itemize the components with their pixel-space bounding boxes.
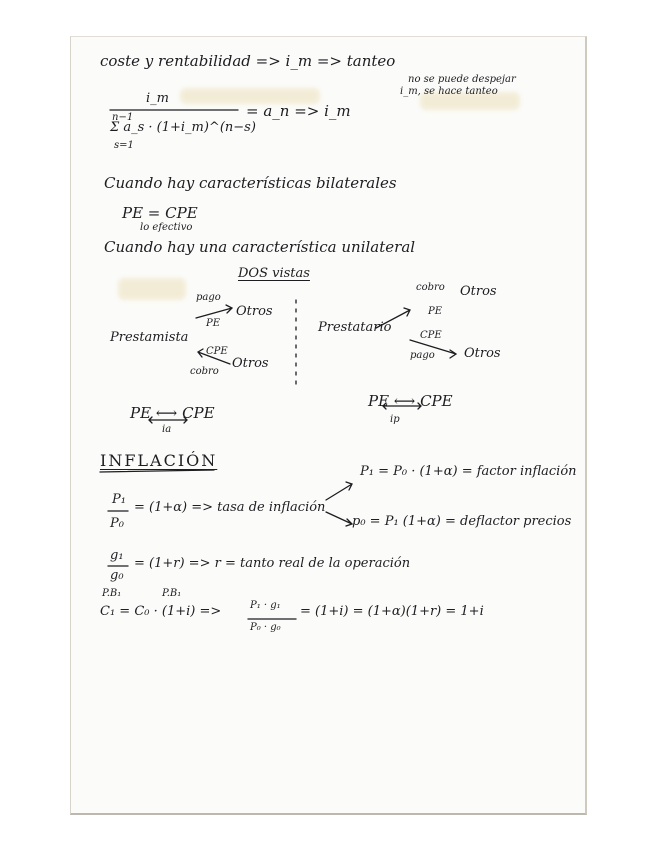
sum-upper-limit: n−1 <box>112 112 134 123</box>
dos-vistas-title: DOS vistas <box>238 266 310 281</box>
aside-note: i_m, se hace tanteo <box>400 86 498 97</box>
aside-note: no se puede despejar <box>408 74 516 85</box>
fraction-numerator: P₁ · g₁ <box>250 600 281 611</box>
formula-numerator: i_m <box>146 91 169 106</box>
deflactor-line: p₀ = P₁ (1+α) = deflactor precios <box>352 514 572 529</box>
fraction-numerator: P₁ <box>112 492 126 507</box>
cobro-label: cobro <box>416 282 445 293</box>
bilateral-equation: PE = CPE <box>122 204 198 222</box>
inflation-rate-eq: = (1+α) => tasa de inflación <box>134 500 326 515</box>
pe-label: PE <box>206 318 221 329</box>
factor-inflacion-line: P₁ = P₀ · (1+α) = factor inflación <box>360 464 577 479</box>
inflacion-heading: INFLACIÓN <box>100 451 218 470</box>
fraction-denominator: P₀ <box>110 516 124 531</box>
bilateral-heading: Cuando hay características bilaterales <box>104 174 397 192</box>
pe-cpe-left: PE ⟷ CPE <box>130 404 215 422</box>
unilateral-heading: Cuando hay una característica unilateral <box>104 238 416 256</box>
price-tag: P.B₁ <box>162 588 182 599</box>
otros-label: Otros <box>236 304 273 319</box>
prestamista-label: Prestamista <box>110 330 189 345</box>
formula-rhs: = a_n => i_m <box>246 102 351 120</box>
bilateral-note: lo efectivo <box>140 222 193 233</box>
otros-label: Otros <box>232 356 269 371</box>
fraction-denominator: P₀ · g₀ <box>250 622 281 633</box>
otros-label: Otros <box>460 284 497 299</box>
capital-eq: C₁ = C₀ · (1+i) => <box>100 604 222 619</box>
sum-lower-limit: s=1 <box>114 140 134 151</box>
cpe-label: CPE <box>206 346 228 357</box>
prestatario-label: Prestatario <box>318 320 392 335</box>
heading-coste-rentabilidad: coste y rentabilidad => i_m => tanteo <box>100 52 396 70</box>
pago-label: pago <box>196 292 221 303</box>
cpe-label: CPE <box>420 330 442 341</box>
pe-label: PE <box>428 306 443 317</box>
otros-label: Otros <box>464 346 501 361</box>
fraction-denominator: g₀ <box>110 568 124 583</box>
capital-eq-rhs: = (1+i) = (1+α)(1+r) = 1+i <box>300 604 484 619</box>
pago-label: pago <box>410 350 435 361</box>
ia-label: ia <box>162 424 172 435</box>
real-rate-eq: = (1+r) => r = tanto real de la operación <box>134 556 411 571</box>
pe-cpe-right: PE ⟷ CPE <box>368 392 453 410</box>
formula-denominator: Σ a_s · (1+i_m)^(n−s) <box>110 120 256 135</box>
ip-label: ip <box>390 414 400 425</box>
highlight-smudge <box>118 278 186 300</box>
cobro-label: cobro <box>190 366 219 377</box>
notebook-page <box>70 36 587 815</box>
fraction-numerator: g₁ <box>110 548 124 563</box>
price-tag: P.B₁ <box>102 588 122 599</box>
